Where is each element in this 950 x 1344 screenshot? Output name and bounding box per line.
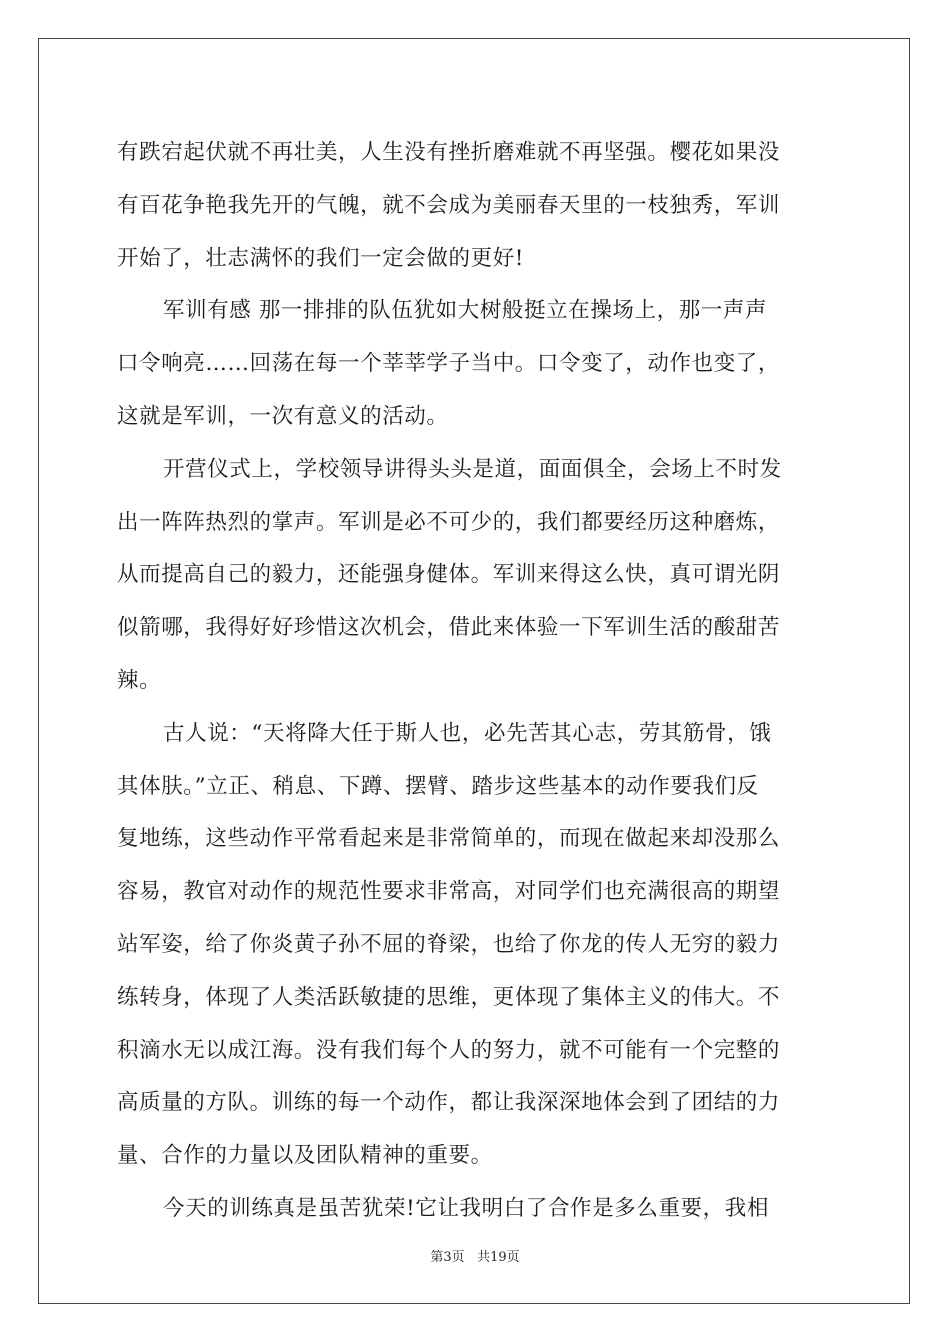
text-line: 其体肤。”立正、稍息、下蹲、摆臂、踏步这些基本的动作要我们反 xyxy=(117,773,759,799)
text-line: 似箭哪，我得好好珍惜这次机会，借此来体验一下军训生活的酸甜苦 xyxy=(117,615,781,641)
text-line: 出一阵阵热烈的掌声。军训是必不可少的，我们都要经历这种磨炼， xyxy=(117,509,781,535)
paragraph-start-line: 开营仪式上，学校领导讲得头头是道，面面俱全，会场上不时发 xyxy=(163,456,782,482)
paragraph-start-line: 今天的训练真是虽苦犹荣!它让我明白了合作是多么重要，我相 xyxy=(163,1195,769,1221)
paragraph-start-line: 军训有感 那一排排的队伍犹如大树般挺立在操场上，那一声声 xyxy=(163,298,768,324)
text-line: 这就是军训，一次有意义的活动。 xyxy=(117,403,449,429)
text-line: 辣。 xyxy=(117,667,162,693)
text-line: 有百花争艳我先开的气魄，就不会成为美丽春天里的一枝独秀，军训 xyxy=(117,192,781,218)
text-line: 开始了，壮志满怀的我们一定会做的更好! xyxy=(117,245,525,271)
text-line: 容易，教官对动作的规范性要求非常高，对同学们也充满很高的期望 xyxy=(117,879,781,905)
paragraph-start-line: 古人说：“天将降大任于斯人也，必先苦其心志，劳其筋骨，饿 xyxy=(163,720,772,746)
text-line: 口令响亮……回荡在每一个莘莘学子当中。口令变了，动作也变了， xyxy=(117,351,781,377)
text-line: 量、合作的力量以及团队精神的重要。 xyxy=(117,1143,493,1169)
page-number: 第3页 xyxy=(430,1250,465,1265)
text-line: 高质量的方队。训练的每一个动作，都让我深深地体会到了团结的力 xyxy=(117,1090,781,1116)
text-line: 练转身，体现了人类活跃敏捷的思维，更体现了集体主义的伟大。不 xyxy=(117,984,781,1010)
text-line: 积滴水无以成江海。没有我们每个人的努力，就不可能有一个完整的 xyxy=(117,1037,781,1063)
text-line: 复地练，这些动作平常看起来是非常简单的，而现在做起来却没那么 xyxy=(117,826,781,852)
text-line: 有跌宕起伏就不再壮美，人生没有挫折磨难就不再坚强。樱花如果没 xyxy=(117,140,781,165)
page-total: 共19页 xyxy=(477,1250,520,1265)
page-footer xyxy=(0,1246,950,1265)
text-line: 从而提高自己的毅力，还能强身健体。军训来得这么快，真可谓光阴 xyxy=(117,562,781,588)
document-body xyxy=(117,127,837,1236)
text-line: 站军姿，给了你炎黄子孙不屈的脊梁，也给了你龙的传人无穷的毅力 xyxy=(117,931,781,957)
